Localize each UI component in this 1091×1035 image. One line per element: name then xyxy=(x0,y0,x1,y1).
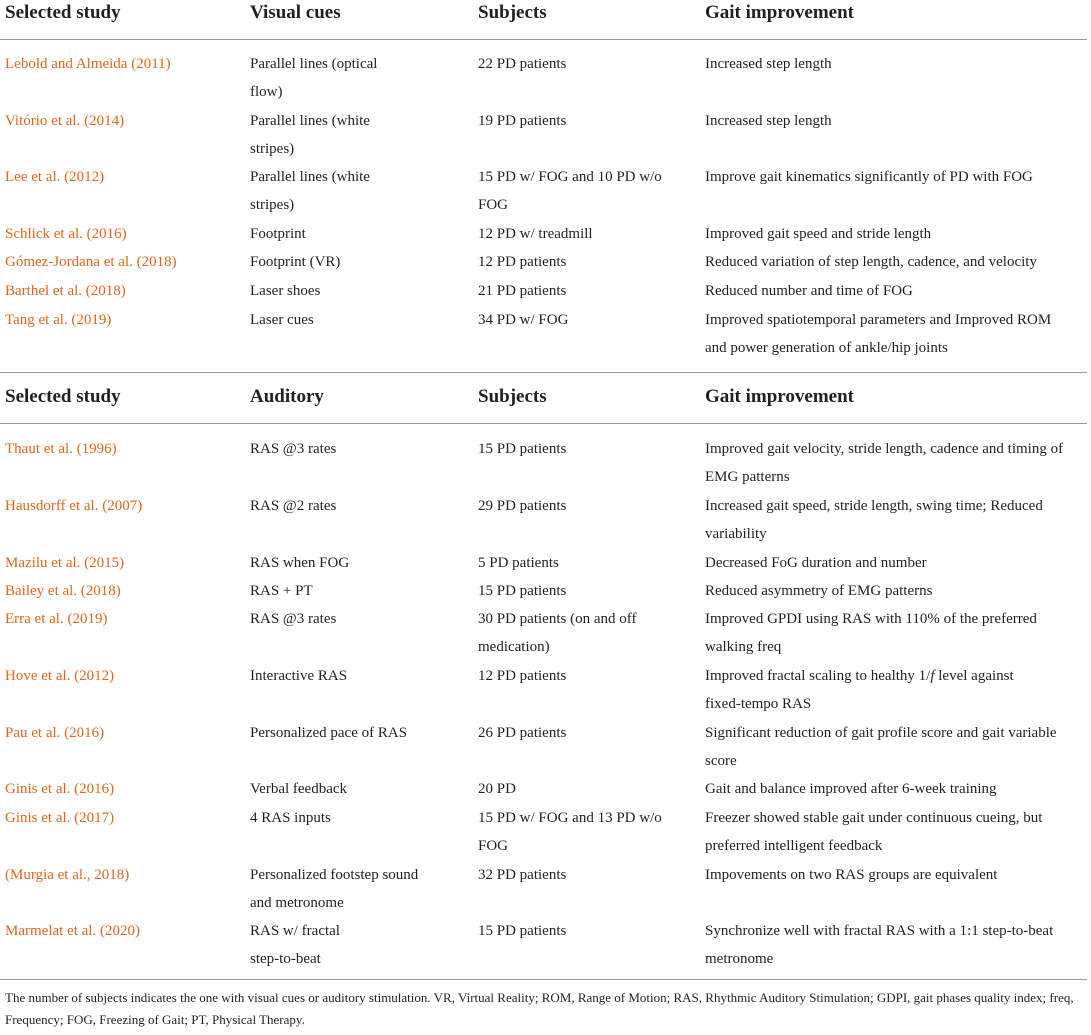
study-citation[interactable]: Barthel et al. (2018) xyxy=(5,283,126,299)
improvement-cell: Reduced asymmetry of EMG patterns xyxy=(705,583,933,599)
improvement-cell: Reduced variation of step length, cadence, and velocity xyxy=(705,254,1037,270)
improvement-cell: Improved spatiotemporal parameters and Improved ROM and power generation of ankle/hip joints xyxy=(705,312,1052,356)
section-divider xyxy=(0,372,1087,373)
cue-cell: Parallel lines (white stripes) xyxy=(250,113,370,157)
study-citation[interactable]: Marmelat et al. (2020) xyxy=(5,923,140,939)
header-gait-improvement: Gait improvement xyxy=(705,386,854,407)
study-citation[interactable]: Gómez-Jordana et al. (2018) xyxy=(5,254,177,270)
table-bottom-rule xyxy=(0,979,1087,980)
study-citation[interactable]: Erra et al. (2019) xyxy=(5,611,108,627)
header-divider xyxy=(0,39,1087,40)
improvement-cell: Increased gait speed, stride length, swing time; Reduced variability xyxy=(705,498,1043,542)
cue-cell: RAS @2 rates xyxy=(250,498,337,514)
subjects-cell: 29 PD patients xyxy=(478,498,567,514)
cue-cell: Parallel lines (optical flow) xyxy=(250,56,378,100)
cue-cell: Personalized footstep sound and metronome xyxy=(250,867,419,911)
improvement-cell: Reduced number and time of FOG xyxy=(705,283,913,299)
subjects-cell: 12 PD patients xyxy=(478,668,567,684)
study-citation[interactable]: Mazilu et al. (2015) xyxy=(5,555,125,571)
subjects-cell: 21 PD patients xyxy=(478,283,567,299)
subjects-cell: 15 PD patients xyxy=(478,923,567,939)
study-citation[interactable]: Lebold and Almeida (2011) xyxy=(5,56,171,72)
improvement-cell: Improved gait velocity, stride length, cadence and timing of EMG patterns xyxy=(705,441,1064,485)
subjects-cell: 20 PD xyxy=(478,781,516,797)
header-divider xyxy=(0,423,1087,424)
cue-cell: RAS + PT xyxy=(250,583,313,599)
improvement-cell: Increased step length xyxy=(705,56,832,72)
table-footnote: The number of subjects indicates the one with visual cues or auditory stimulation. VR, Virtual Reality; ROM, Range of Motion; RAS, Rhythmic Auditory Stimulation; GDPI, gait phases quality index; freq, Frequency; FOG, Freezing of Gait; PT, Physical Therapy. xyxy=(5,990,1074,1027)
improvement-cell: Synchronize well with fractal RAS with a 1:1 step-to-beat metronome xyxy=(705,923,1054,967)
subjects-cell: 32 PD patients xyxy=(478,867,567,883)
cue-cell: RAS @3 rates xyxy=(250,611,337,627)
study-citation[interactable]: Lee et al. (2012) xyxy=(5,169,105,185)
cue-cell: RAS @3 rates xyxy=(250,441,337,457)
subjects-cell: 19 PD patients xyxy=(478,113,567,129)
study-citation[interactable]: Hausdorff et al. (2007) xyxy=(5,498,143,514)
header-selected-study: Selected study xyxy=(5,386,121,407)
header-selected-study: Selected study xyxy=(5,2,121,23)
subjects-cell: 34 PD w/ FOG xyxy=(478,312,569,328)
cue-cell: Footprint (VR) xyxy=(250,254,341,270)
improvement-cell: Improved gait speed and stride length xyxy=(705,226,932,242)
study-citation[interactable]: Ginis et al. (2017) xyxy=(5,810,115,826)
header-subjects: Subjects xyxy=(478,386,547,407)
cue-cell: 4 RAS inputs xyxy=(250,810,331,826)
subjects-cell: 15 PD w/ FOG and 13 PD w/o FOG xyxy=(478,810,662,854)
improvement-cell: Improve gait kinematics significantly of PD with FOG xyxy=(705,169,1033,185)
improvement-cell: Increased step length xyxy=(705,113,832,129)
cue-cell: Laser shoes xyxy=(250,283,321,299)
cue-cell: Personalized pace of RAS xyxy=(250,725,408,741)
cue-cell: Parallel lines (white stripes) xyxy=(250,169,370,213)
study-citation[interactable]: Schlick et al. (2016) xyxy=(5,226,127,242)
subjects-cell: 12 PD w/ treadmill xyxy=(478,226,593,242)
improvement-cell: Decreased FoG duration and number xyxy=(705,555,927,571)
study-citation[interactable]: Thaut et al. (1996) xyxy=(5,441,117,457)
improvement-cell: Gait and balance improved after 6-week training xyxy=(705,781,997,797)
study-citation[interactable]: Ginis et al. (2016) xyxy=(5,781,115,797)
subjects-cell: 15 PD patients xyxy=(478,441,567,457)
subjects-cell: 15 PD w/ FOG and 10 PD w/o FOG xyxy=(478,169,662,213)
header-gait-improvement: Gait improvement xyxy=(705,2,854,23)
cue-cell: Interactive RAS xyxy=(250,668,348,684)
header-visual-cues: Visual cues xyxy=(250,2,341,23)
cue-cell: RAS w/ fractal step-to-beat xyxy=(250,923,340,967)
subjects-cell: 15 PD patients xyxy=(478,583,567,599)
study-citation[interactable]: Bailey et al. (2018) xyxy=(5,583,121,599)
subjects-cell: 30 PD patients (on and off medication) xyxy=(478,611,637,655)
study-citation[interactable]: Pau et al. (2016) xyxy=(5,725,105,741)
improvement-cell: Improved fractal scaling to healthy 1/f level against fixed-tempo RAS xyxy=(705,668,1014,712)
improvement-cell: Freezer showed stable gait under continuous cueing, but preferred intelligent feedback xyxy=(705,810,1043,854)
header-subjects: Subjects xyxy=(478,2,547,23)
subjects-cell: 5 PD patients xyxy=(478,555,559,571)
subjects-cell: 26 PD patients xyxy=(478,725,567,741)
improvement-cell: Impovements on two RAS groups are equivalent xyxy=(705,867,998,883)
cue-cell: Laser cues xyxy=(250,312,314,328)
study-citation[interactable]: Tang et al. (2019) xyxy=(5,312,112,328)
cue-cell: Verbal feedback xyxy=(250,781,348,797)
improvement-cell: Significant reduction of gait profile score and gait variable score xyxy=(705,725,1057,769)
study-citation[interactable]: Vitório et al. (2014) xyxy=(5,113,125,129)
subjects-cell: 12 PD patients xyxy=(478,254,567,270)
study-citation[interactable]: (Murgia et al., 2018) xyxy=(5,867,130,883)
cue-cell: Footprint xyxy=(250,226,306,242)
study-citation[interactable]: Hove et al. (2012) xyxy=(5,668,115,684)
improvement-cell: Improved GPDI using RAS with 110% of the preferred walking freq xyxy=(705,611,1037,655)
cue-cell: RAS when FOG xyxy=(250,555,350,571)
header-auditory: Auditory xyxy=(250,386,324,407)
subjects-cell: 22 PD patients xyxy=(478,56,567,72)
